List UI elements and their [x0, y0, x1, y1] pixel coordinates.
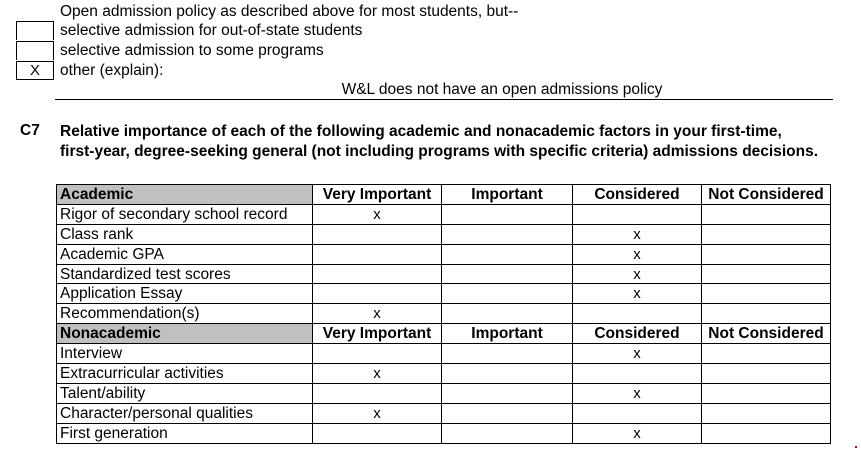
rating-cell[interactable] [702, 204, 831, 224]
rating-cell[interactable]: x [573, 244, 702, 264]
rating-cell[interactable] [573, 403, 702, 423]
rating-cell[interactable] [702, 403, 831, 423]
rating-cell[interactable]: x [573, 423, 702, 443]
rating-cell[interactable]: x [313, 403, 442, 423]
factor-label: Application Essay [57, 284, 313, 304]
table-row [57, 284, 831, 304]
rating-cell[interactable] [442, 383, 573, 403]
rating-cell[interactable] [313, 244, 442, 264]
column-header-considered: Considered [573, 185, 702, 205]
rating-cell[interactable] [573, 364, 702, 384]
rating-cell[interactable] [442, 264, 573, 284]
checkbox-mark: X [29, 62, 40, 79]
rating-cell[interactable] [442, 284, 573, 304]
column-header-considered: Considered [573, 324, 702, 344]
rating-cell[interactable] [702, 383, 831, 403]
academic-section-header: Academic [57, 185, 313, 205]
factor-label: Interview [57, 344, 313, 364]
rating-cell[interactable]: x [573, 264, 702, 284]
rating-cell[interactable] [702, 304, 831, 324]
rating-cell[interactable] [442, 224, 573, 244]
factor-label: First generation [57, 423, 313, 443]
rating-cell[interactable] [702, 264, 831, 284]
rating-cell[interactable]: x [573, 224, 702, 244]
factor-label: Character/personal qualities [57, 403, 313, 423]
rating-cell[interactable] [313, 383, 442, 403]
option-label-some-programs: selective admission to some programs [60, 42, 324, 59]
column-header-important: Important [442, 324, 573, 344]
nonacademic-header-row [57, 324, 831, 344]
rating-cell[interactable] [573, 204, 702, 224]
factor-label: Extracurricular activities [57, 364, 313, 384]
column-header-not-considered: Not Considered [702, 324, 831, 344]
rating-cell[interactable] [313, 423, 442, 443]
factors-table [56, 184, 831, 444]
table-row [57, 204, 831, 224]
checkbox-selective-programs[interactable] [16, 41, 54, 60]
table-row [57, 383, 831, 403]
question-number: C7 [20, 122, 40, 139]
factor-label: Talent/ability [57, 383, 313, 403]
table-row [57, 344, 831, 364]
option-label-other: other (explain): [60, 62, 164, 79]
table-row [57, 364, 831, 384]
rating-cell[interactable]: x [573, 284, 702, 304]
nonacademic-section-header: Nonacademic [57, 324, 313, 344]
rating-cell[interactable] [442, 344, 573, 364]
rating-cell[interactable] [702, 244, 831, 264]
rating-cell[interactable] [313, 224, 442, 244]
academic-header-row [57, 185, 831, 205]
factor-label: Academic GPA [57, 244, 313, 264]
rating-cell[interactable] [313, 284, 442, 304]
rating-cell[interactable] [702, 224, 831, 244]
rating-cell[interactable]: x [313, 364, 442, 384]
stray-mark [855, 446, 857, 448]
factor-label: Standardized test scores [57, 264, 313, 284]
option-label-open-admission: Open admission policy as described above for most students, but-- [60, 3, 519, 20]
explain-text: W&L does not have an open admissions policy [341, 81, 663, 98]
factor-label: Recommendation(s) [57, 304, 313, 324]
rating-cell[interactable] [702, 364, 831, 384]
table-row [57, 264, 831, 284]
explain-field[interactable] [55, 80, 833, 100]
option-label-out-of-state: selective admission for out-of-state students [60, 22, 363, 39]
table-row [57, 423, 831, 443]
rating-cell[interactable]: x [313, 304, 442, 324]
rating-cell[interactable]: x [573, 344, 702, 364]
column-header-important: Important [442, 185, 573, 205]
rating-cell[interactable] [442, 204, 573, 224]
checkbox-other[interactable] [16, 61, 54, 80]
rating-cell[interactable] [702, 423, 831, 443]
rating-cell[interactable] [442, 423, 573, 443]
rating-cell[interactable] [442, 364, 573, 384]
rating-cell[interactable] [313, 264, 442, 284]
table-row [57, 224, 831, 244]
factor-label: Class rank [57, 224, 313, 244]
rating-cell[interactable] [313, 344, 442, 364]
checkbox-selective-out-of-state[interactable] [16, 21, 54, 40]
rating-cell[interactable] [702, 344, 831, 364]
rating-cell[interactable] [442, 304, 573, 324]
rating-cell[interactable]: x [573, 383, 702, 403]
column-header-very-important: Very Important [313, 185, 442, 205]
column-header-very-important: Very Important [313, 324, 442, 344]
question-text: Relative importance of each of the following academic and nonacademic factors in your first-time, first-year, degree-seeking general (not including programs with specific criteria) admissions decisions. [60, 123, 818, 160]
column-header-not-considered: Not Considered [702, 185, 831, 205]
rating-cell[interactable] [442, 244, 573, 264]
rating-cell[interactable]: x [313, 204, 442, 224]
rating-cell[interactable] [702, 284, 831, 304]
table-row [57, 304, 831, 324]
rating-cell[interactable] [573, 304, 702, 324]
table-row [57, 244, 831, 264]
factor-label: Rigor of secondary school record [57, 204, 313, 224]
rating-cell[interactable] [442, 403, 573, 423]
table-row [57, 403, 831, 423]
